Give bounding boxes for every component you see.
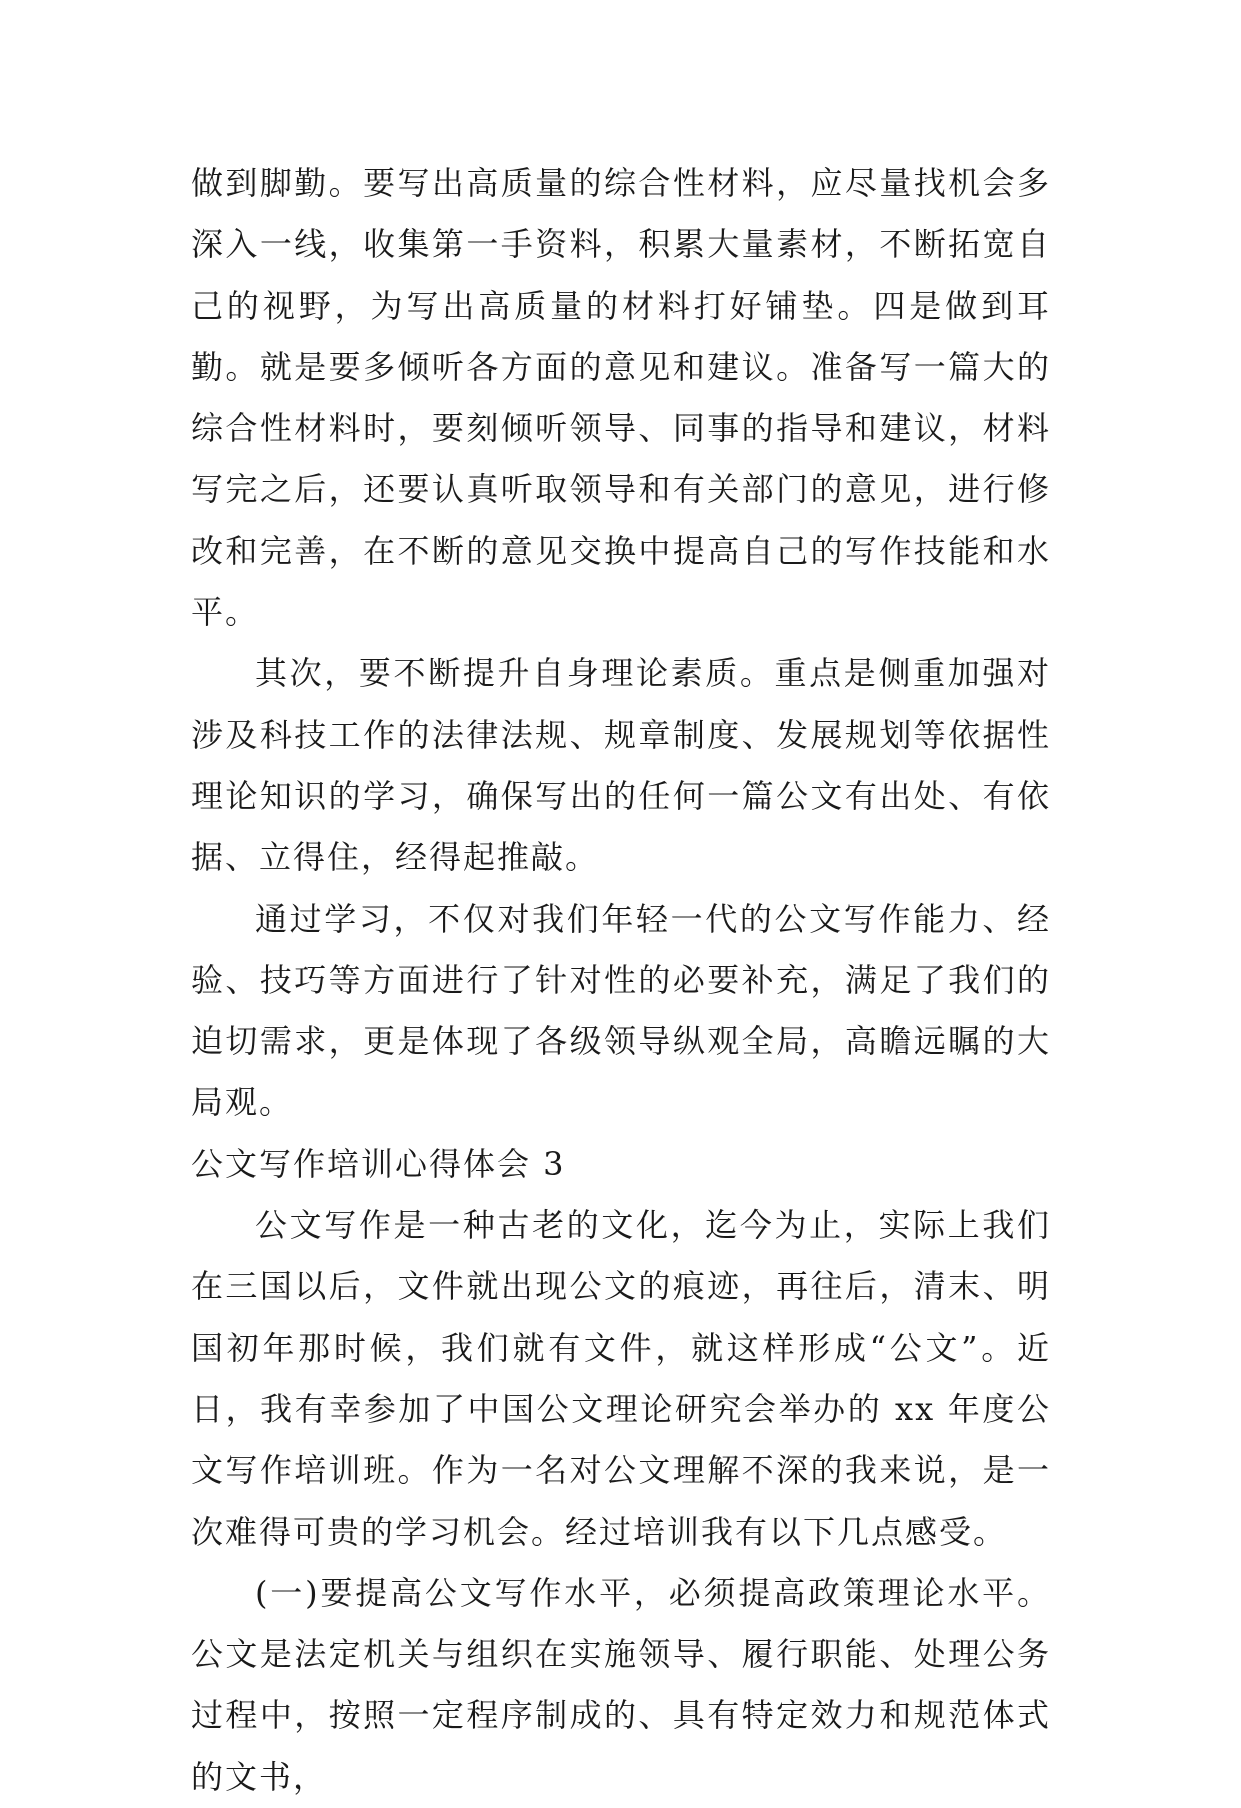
paragraph-3: 通过学习，不仅对我们年轻一代的公文写作能力、经验、技巧等方面进行了针对性的必要补充，满足了我们的迫切需求，更是体现了各级领导纵观全局，高瞻远瞩的大局观。: [191, 899, 1051, 1122]
paragraph-4: 公文写作是一种古老的文化，迄今为止，实际上我们在三国以后，文件就出现公文的痕迹，再往后，清末、明国初年那时候，我们就有文件，就这样形成“公文”。近日，我有幸参加了中国公文理论研究会举办的 xx 年度公文写作培训班。作为一名对公文理解不深的我来说，是一次难得可贵的学习机会。经过培训我有以下几点感受。: [191, 1206, 1051, 1551]
paragraph-1: 做到脚勤。要写出高质量的综合性材料，应尽量找机会多深入一线，收集第一手资料，积累大量素材，不断拓宽自己的视野，为写出高质量的材料打好铺垫。四是做到耳勤。就是要多倾听各方面的意见和建议。准备写一篇大的综合性材料时，要刻倾听领导、同事的指导和建议，材料写完之后，还要认真听取领导和有关部门的意见，进行修改和完善，在不断的意见交换中提高自己的写作技能和水平。: [191, 164, 1051, 632]
paragraph-5: (一)要提高公文写作水平，必须提高政策理论水平。公文是法定机关与组织在实施领导、履行职能、处理公务过程中，按照一定程序制成的、具有特定效力和规范体式的文书，: [191, 1573, 1051, 1796]
section-heading: 公文写作培训心得体会 3: [191, 1144, 566, 1183]
document-body: [191, 153, 1051, 1808]
paragraph-2: 其次，要不断提升自身理论素质。重点是侧重加强对涉及科技工作的法律法规、规章制度、发展规划等依据性理论知识的学习，确保写出的任何一篇公文有出处、有依据、立得住，经得起推敲。: [191, 654, 1051, 877]
